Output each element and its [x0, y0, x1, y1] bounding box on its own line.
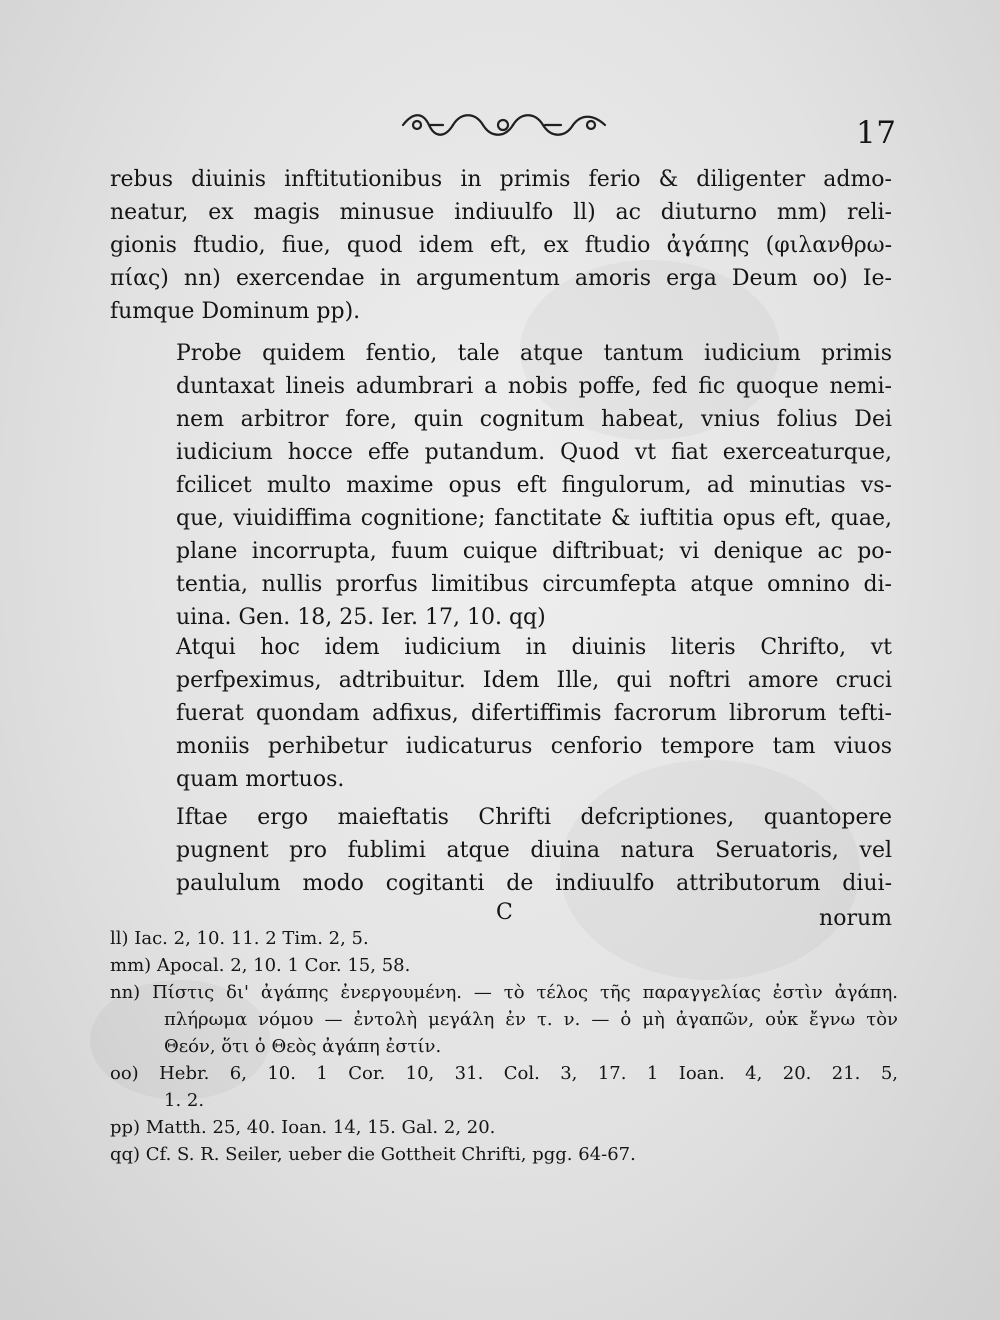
footnote-ll: ll) Iac. 2, 10. 11. 2 Tim. 2, 5. [110, 928, 369, 949]
footnote-oo-line-1: oo) Hebr. 6, 10. 1 Cor. 10, 31. Col. 3, 17. 1 Ioan. 4, 20. 21. 5, [110, 1063, 898, 1084]
paragraph-line: Probe quidem fentio, tale atque tantum iudicium primis [176, 341, 892, 366]
signature-mark: C [496, 900, 513, 925]
main-paragraph-4 [110, 801, 892, 900]
footnote-oo-line-2: 1. 2. [164, 1090, 205, 1111]
decorative-ornament [395, 104, 615, 146]
paragraph-line: gionis ftudio, fiue, quod idem eft, ex ftudio ἀγάπης (φιλανθρω- [110, 233, 892, 258]
paragraph-line: que, viuidiffima cognitione; fanctitate & iuftitia opus eft, quae, [176, 506, 892, 531]
main-paragraph-3 [110, 631, 892, 796]
paragraph-line: fumque Dominum pp). [110, 299, 361, 324]
paragraph-line: pugnent pro fublimi atque diuina natura Seruatoris, vel [176, 838, 892, 863]
footnote-nn-line-2: πλήρωμα νόμου — ἐντολὴ μεγάλη ἐν τ. ν. — ὁ μὴ ἀγαπῶν, οὐκ ἔγνω τὸν [164, 1009, 898, 1030]
main-paragraph-2 [110, 337, 892, 634]
paragraph-line: iudicium hocce effe putandum. Quod vt fiat exerceaturque, [176, 440, 892, 465]
paragraph-line: plane incorrupta, fuum cuique diftribuat; vi denique ac po- [176, 539, 892, 564]
paragraph-line: Atqui hoc idem iudicium in diuinis literis Chrifto, vt [176, 635, 892, 660]
footnote-mm: mm) Apocal. 2, 10. 1 Cor. 15, 58. [110, 955, 411, 976]
paragraph-line: neatur, ex magis minusue indiuulfo ll) ac diuturno mm) reli- [110, 200, 892, 225]
main-paragraph-1 [110, 163, 892, 328]
paragraph-line: rebus diuinis inftitutionibus in primis ferio & diligenter admo- [110, 167, 892, 192]
footnotes [110, 925, 898, 1168]
catchword: norum [819, 906, 892, 931]
paragraph-line: πίας) nn) exercendae in argumentum amoris erga Deum oo) Ie- [110, 266, 892, 291]
paragraph-line: Iftae ergo maieftatis Chrifti defcriptiones, quantopere [176, 805, 892, 830]
page-number: 17 [856, 115, 897, 151]
paragraph-line: uina. Gen. 18, 25. Ier. 17, 10. qq) [176, 605, 546, 630]
paragraph-line: paululum modo cogitanti de indiuulfo attributorum diui- [176, 871, 892, 896]
footnote-qq: qq) Cf. S. R. Seiler, ueber die Gottheit Chrifti, pgg. 64-67. [110, 1144, 636, 1165]
footnote-pp: pp) Matth. 25, 40. Ioan. 14, 15. Gal. 2, 20. [110, 1117, 496, 1138]
paragraph-line: fuerat quondam adfixus, difertiffimis facrorum librorum tefti- [176, 701, 892, 726]
paragraph-line: nem arbitror fore, quin cognitum habeat, vnius folius Dei [176, 407, 892, 432]
paragraph-line: quam mortuos. [176, 767, 345, 792]
paragraph-line: fcilicet multo maxime opus eft fingulorum, ad minutias vs- [176, 473, 892, 498]
footnote-nn-line-1: nn) Πίστις δι' ἀγάπης ἐνεργουμένη. — τὸ τέλος τῆς παραγγελίας ἐστὶν ἀγάπη. [110, 982, 898, 1003]
paragraph-line: tentia, nullis prorfus limitibus circumfepta atque omnino di- [176, 572, 892, 597]
paragraph-line: moniis perhibetur iudicaturus cenforio tempore tam viuos [176, 734, 892, 759]
footnote-nn-line-3: Θεόν, ὅτι ὁ Θεὸς ἀγάπη ἐστίν. [164, 1036, 442, 1057]
paragraph-line: duntaxat lineis adumbrari a nobis poffe, fed fic quoque nemi- [176, 374, 892, 399]
paragraph-line: perfpeximus, adtribuitur. Idem Ille, qui noftri amore cruci [176, 668, 892, 693]
